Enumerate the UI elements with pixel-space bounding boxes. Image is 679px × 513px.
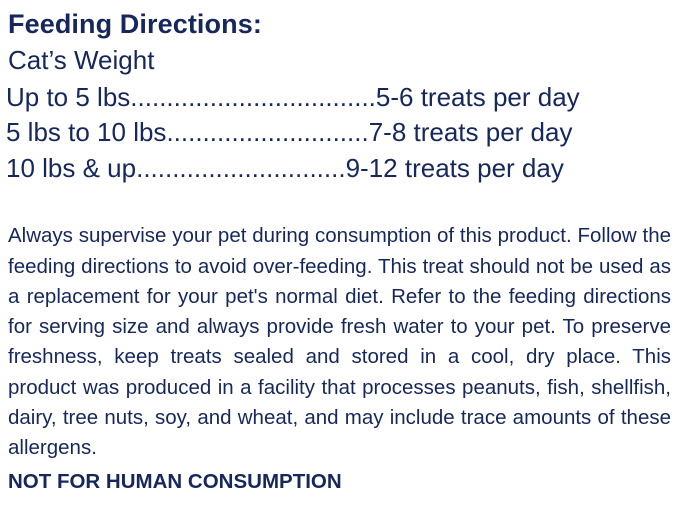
table-row bbox=[6, 151, 675, 187]
feed-dot-leader: .................................. bbox=[130, 81, 376, 112]
feed-weight: 10 lbs & up bbox=[6, 153, 137, 184]
feeding-table bbox=[6, 80, 675, 188]
feed-dot-leader: ............................. bbox=[136, 153, 346, 184]
table-row bbox=[6, 80, 675, 116]
usage-instructions-text: Always supervise your pet during consumption of this product. Follow the feeding directions to avoid over-feeding. This treat should not be used as a replacement for your pet's normal diet. Refer to the feeding directions for serving size and always provide fresh water to your pet. To preserve freshness, keep treats sealed and stored in a cool, dry place. This product was produced in a facility that processes peanuts, fish, shellfish, dairy, tree nuts, soy, and wheat, and may include trace amounts of these allergens. bbox=[8, 224, 671, 460]
feed-amount: 5-6 treats per day bbox=[375, 81, 580, 112]
feed-weight: Up to 5 lbs bbox=[6, 81, 131, 112]
feed-weight: 5 lbs to 10 lbs bbox=[6, 117, 167, 148]
page-title: Feeding Directions: bbox=[8, 9, 262, 39]
table-row bbox=[6, 115, 675, 151]
feed-amount: 7-8 treats per day bbox=[368, 117, 573, 148]
human-consumption-disclaimer: NOT FOR HUMAN CONSUMPTION bbox=[8, 469, 342, 493]
feed-dot-leader: ............................ bbox=[166, 117, 369, 148]
cat-weight-subheading: Cat’s Weight bbox=[8, 44, 155, 75]
feed-amount: 9-12 treats per day bbox=[345, 153, 564, 184]
